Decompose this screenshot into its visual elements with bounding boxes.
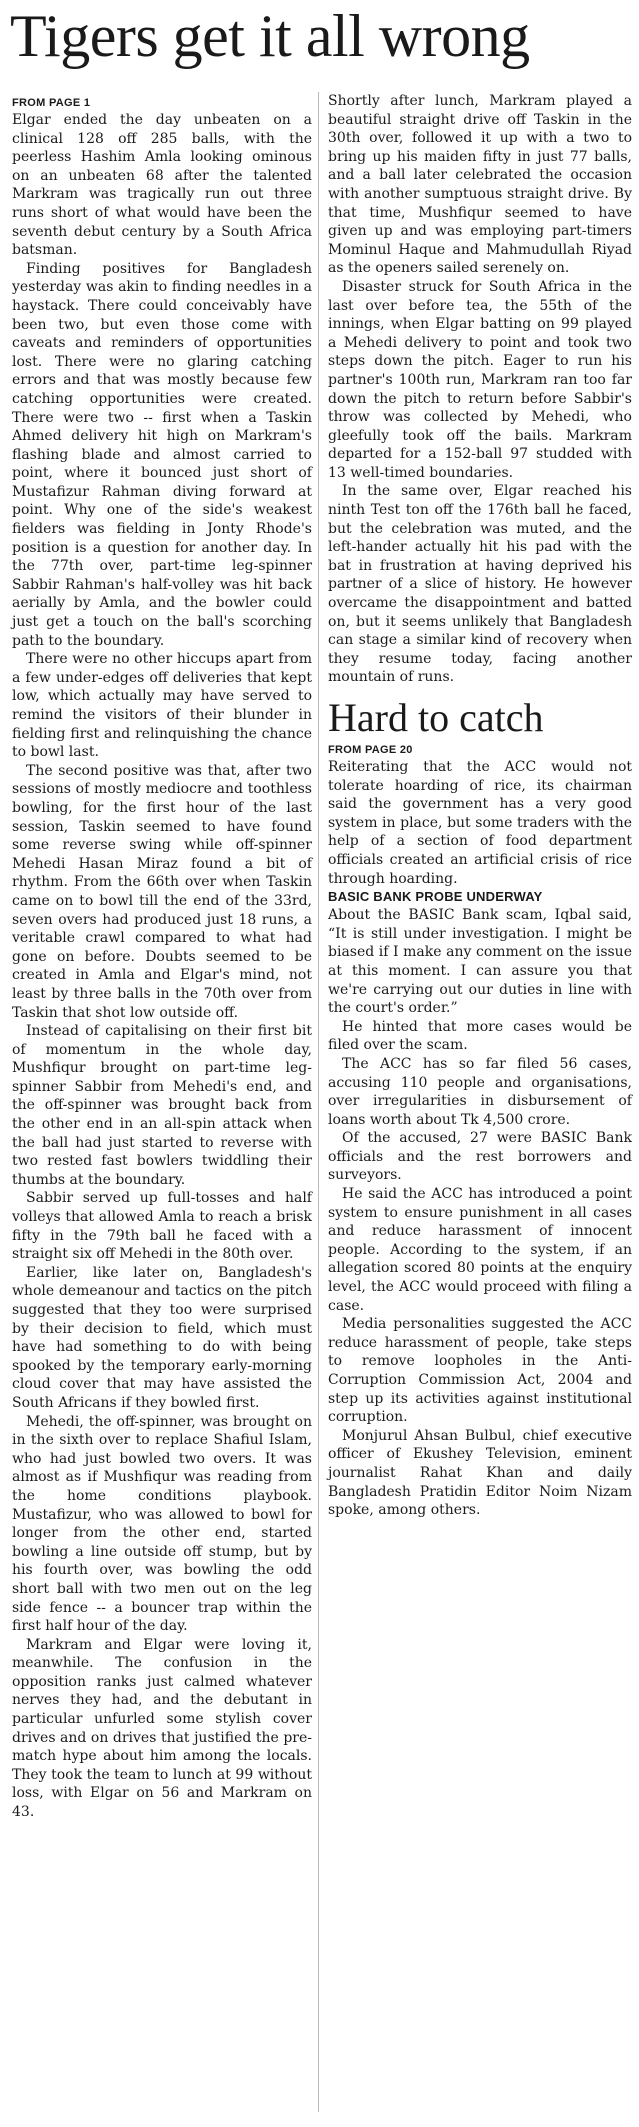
article-paragraph: The second positive was that, after two sessions of mostly mediocre and toothless bowling, for the first hour of the last session, Taskin seemed to have found some reverse swing while off-spinner Mehedi Hasan Miraz found a bit of rhythm. From the 66th over when Taskin came on to bowl till the end of the 33rd, seven overs had produced just 18 runs, a veritable crawl compared to what had gone on before. Doubts seemed to be created in Amla and Elgar's mind, not least by three balls in the 70th over from Taskin that shot low outside off. xyxy=(12,762,312,1021)
article-paragraph: Earlier, like later on, Bangladesh's whole demeanour and tactics on the pitch suggested that they too were surprised by their decision to field, which must have had something to do with being spooked by the temporary early-morning cloud cover that may have assisted the South Africans if they bowled first. xyxy=(12,1264,312,1411)
article-paragraph: Elgar ended the day unbeaten on a clinical 128 off 285 balls, with the peerless Hashim Amla looking ominous on an unbeaten 68 after the talented Markram was tragically run out three runs short of what would have been the seventh debut century by a South Africa batsman. xyxy=(12,112,312,259)
article-paragraph: About the BASIC Bank scam, Iqbal said, “It is still under investigation. I might be biased if I make any comment on the issue at this moment. I can assure you that we're carrying out our duties in line with the court's order.” xyxy=(328,907,632,1017)
from-page-label: FROM PAGE 1 xyxy=(12,97,91,109)
article-paragraph: Of the accused, 27 were BASIC Bank officials and the rest borrowers and surveyors. xyxy=(328,1130,632,1184)
right-column xyxy=(328,92,632,1520)
article-paragraph: In the same over, Elgar reached his ninth Test ton off the 176th ball he faced, but the celebration was muted, and the left-hander actually hit his pad with the bat in frustration at having deprived his partner of a slice of history. He however overcame the disappointment and batted on, but it seems unlikely that Bangladesh can stage a similar kind of recovery when they resume today, facing another mountain of runs. xyxy=(328,483,632,686)
article-paragraph: Mehedi, the off-spinner, was brought on in the sixth over to replace Shafiul Islam, who had just bowled two overs. It was almost as if Mushfiqur was reading from the home conditions playbook. Mustafizur, who was allowed to bowl for longer from the other end, started bowling a line outside off stump, but by his fourth over, was bowling the odd short ball with two men out on the leg side fence -- a bouncer trap within the first half hour of the day. xyxy=(12,1413,312,1635)
article-paragraph: Reiterating that the ACC would not tolerate hoarding of rice, its chairman said the government has a very good system in place, but some traders with the help of a section of food department officials created an artificial crisis of rice through hoarding. xyxy=(328,759,632,887)
from-page-label: FROM PAGE 20 xyxy=(328,744,413,756)
article-paragraph: Instead of capitalising on their first bit of momentum in the whole day, Mushfiqur brought on part-time leg-spinner Sabbir from Mehedi's end, and the off-spinner was brought back from the other end in an all-spin attack when the ball had just started to reverse with two rested fast bowlers twiddling their thumbs at the boundary. xyxy=(12,1023,312,1188)
article-paragraph: Sabbir served up full-tosses and half volleys that allowed Amla to reach a brisk fifty in the 79th ball he faced with a straight six off Mehedi in the 80th over. xyxy=(12,1190,312,1263)
headline: Tigers get it all wrong xyxy=(10,3,530,69)
article-paragraph: Shortly after lunch, Markram played a beautiful straight drive off Taskin in the 30th over, followed it up with a two to bring up his maiden fifty in just 77 balls, and a ball later celebrated the occasion with another sumptuous straight drive. By that time, Mushfiqur seemed to have given up and was employing part-timers Mominul Haque and Mahmudullah Riyad as the openers sailed serenely on. xyxy=(328,93,632,277)
article-paragraph: Monjurul Ahsan Bulbul, chief executive officer of Ekushey Television, eminent journalist Rahat Khan and daily Bangladesh Pratidin Editor Noim Nizam spoke, among others. xyxy=(328,1427,632,1519)
article-paragraph: He said the ACC has introduced a point system to ensure punishment in all cases and reduce harassment of innocent people. According to the system, if an allegation scored 80 points at the enquiry level, the ACC would proceed with filing a case. xyxy=(328,1186,632,1314)
article-paragraph: The ACC has so far filed 56 cases, accusing 110 people and organisations, over irregularities in disbursement of loans worth about Tk 4,500 crore. xyxy=(328,1055,632,1128)
article-paragraph: Markram and Elgar were loving it, meanwhile. The confusion in the opposition ranks just calmed whatever nerves they had, and the debutant in particular unfurled some stylish cover drives and on drives that justified the pre-match hype about him among the locals. They took the team to lunch at 99 without loss, with Elgar on 56 and Markram on 43. xyxy=(12,1636,312,1821)
article-paragraph: Finding positives for Bangladesh yesterday was akin to finding needles in a haystack. There could conceivably have been two, but even those come with caveats and reminders of opportunities lost. There were no glaring catching errors and that was mostly because few catching opportunities were created. There were two -- first when a Taskin Ahmed delivery hit high on Markram's flashing blade and almost carried to point, where it bounced just short of Mustafizur Rahman diving forward at point. Why one of the side's weakest fielders was fielding in Jonty Rhode's position is a question for another day. In the 77th over, part-time leg-spinner Sabbir Rahman's half-volley was hit back aerially by Amla, and the bowler could just get a touch on the ball's scorching path to the boundary. xyxy=(12,260,312,649)
article-paragraph: There were no other hiccups apart from a few under-edges off deliveries that kept low, which actually may have served to remind the visitors of their blunder in fielding first and relinquishing the chance to bowl last. xyxy=(12,651,312,761)
article-paragraph: He hinted that more cases would be filed over the scam. xyxy=(328,1018,632,1054)
column-divider xyxy=(318,92,319,2112)
section-subhead: BASIC BANK PROBE UNDERWAY xyxy=(328,889,543,905)
second-article-headline: Hard to catch xyxy=(328,695,544,740)
left-column xyxy=(12,96,312,1822)
article-paragraph: Media personalities suggested the ACC reduce harassment of people, take steps to remove loopholes in the Anti-Corruption Commission Act, 2004 and step up its activities against institutional corruption. xyxy=(328,1316,632,1426)
article-paragraph: Disaster struck for South Africa in the last over before tea, the 55th of the innings, when Elgar batting on 99 played a Mehedi delivery to point and took two steps down the pitch. Eager to run his partner's 100th run, Markram ran too far down the pitch to return before Sabbir's throw was collected by Mehedi, who gleefully took off the bails. Markram departed for a 152-ball 97 studded with 13 well-timed boundaries. xyxy=(328,278,632,481)
